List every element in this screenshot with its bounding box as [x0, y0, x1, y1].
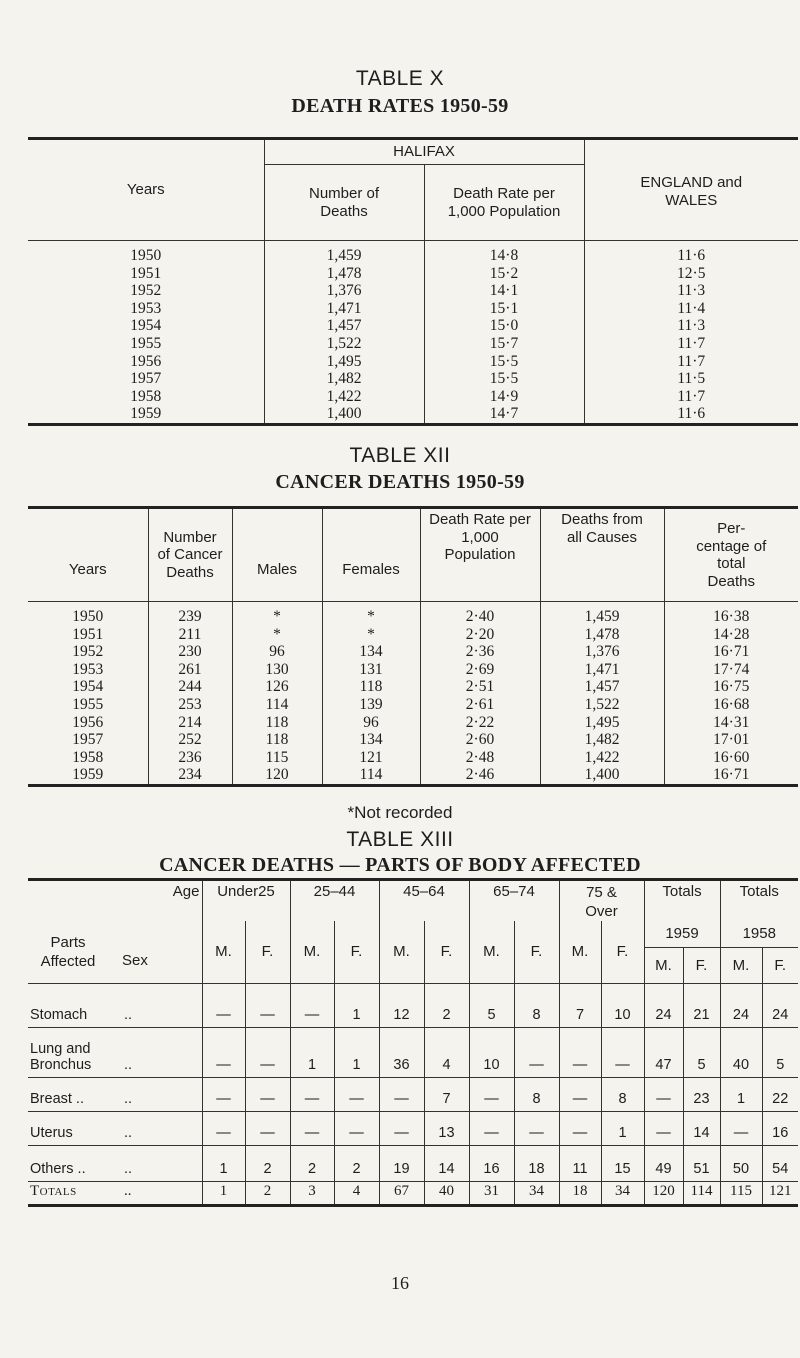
- totals-1958-header: Totals: [720, 880, 798, 922]
- england-rate-cell: 11·3: [677, 317, 706, 335]
- value-cell: —: [334, 1077, 379, 1111]
- males-cell: 96: [232, 643, 322, 661]
- table-row: [28, 265, 798, 283]
- table-row: [28, 317, 798, 335]
- value-cell: 34: [601, 1181, 644, 1205]
- table-row: [28, 241, 798, 265]
- england-rate-cell: 11·7: [677, 334, 706, 352]
- value-cell: —: [202, 983, 245, 1027]
- percentage-cell: 16·68: [664, 696, 798, 714]
- value-cell: —: [514, 1111, 559, 1145]
- years-header: Years: [28, 139, 264, 241]
- table-row: [28, 388, 798, 406]
- year-cell: 1951: [130, 264, 162, 282]
- females-cell: 96: [322, 714, 420, 732]
- value-cell: 18: [559, 1181, 601, 1205]
- value-cell: 50: [720, 1145, 762, 1181]
- table-x-title: DEATH RATES 1950-59: [291, 95, 509, 117]
- cancer-deaths-cell: 253: [148, 696, 232, 714]
- rate-cell: 15·0: [424, 317, 584, 335]
- value-cell: 5: [762, 1027, 798, 1077]
- males-cell: 130: [232, 661, 322, 679]
- value-cell: 115: [720, 1181, 762, 1205]
- value-cell: 1: [202, 1181, 245, 1205]
- all-causes-cell: 1,522: [540, 696, 664, 714]
- deaths-cell: 1,522: [264, 335, 424, 353]
- value-cell: 10: [469, 1027, 514, 1077]
- value-cell: 19: [379, 1145, 424, 1181]
- percentage-cell: 16·60: [664, 749, 798, 767]
- table-row: [28, 749, 798, 767]
- england-rate-cell: 11·3: [677, 282, 706, 300]
- rate-cell: 2·61: [420, 696, 540, 714]
- value-cell: —: [559, 1077, 601, 1111]
- value-cell: —: [334, 1111, 379, 1145]
- value-cell: 121: [762, 1181, 798, 1205]
- row-label-text: Breast ..: [30, 1090, 84, 1107]
- row-leader-dots: ..: [118, 983, 202, 1027]
- value-cell: 22: [762, 1077, 798, 1111]
- row-label-text: Others ..: [30, 1160, 86, 1177]
- deaths-cell: 1,422: [264, 388, 424, 406]
- row-label: [28, 1181, 118, 1205]
- value-cell: —: [290, 1111, 334, 1145]
- table-row: [28, 643, 798, 661]
- death-rates-table: [28, 137, 798, 426]
- cancer-deaths-cell: 214: [148, 714, 232, 732]
- cancer-deaths-cell: 252: [148, 731, 232, 749]
- value-cell: 16: [762, 1111, 798, 1145]
- england-rate-cell: 12·5: [677, 264, 706, 282]
- value-cell: —: [514, 1027, 559, 1077]
- year-cell: 1954: [130, 317, 162, 335]
- table-row: [28, 714, 798, 732]
- table-row: [28, 370, 798, 388]
- value-cell: 1: [334, 983, 379, 1027]
- rate-cell: 15·5: [424, 370, 584, 388]
- table-xii-title: CANCER DEATHS 1950-59: [275, 471, 525, 493]
- value-cell: —: [601, 1027, 644, 1077]
- males-cell: *: [232, 626, 322, 644]
- all-causes-header: [540, 508, 664, 602]
- table-row: [28, 282, 798, 300]
- year-1959-header: 1959: [644, 921, 720, 947]
- all-causes-cell: 1,459: [540, 602, 664, 626]
- deaths-cell: 1,471: [264, 300, 424, 318]
- all-causes-cell: 1,478: [540, 626, 664, 644]
- all-causes-label: Deaths from all Causes: [561, 511, 643, 546]
- value-cell: 3: [290, 1181, 334, 1205]
- england-rate-cell: 11·7: [677, 352, 706, 370]
- percentage-cell: 14·28: [664, 626, 798, 644]
- value-cell: 4: [334, 1181, 379, 1205]
- row-label: [28, 1111, 118, 1145]
- value-cell: 2: [334, 1145, 379, 1181]
- row-label: [28, 983, 118, 1027]
- row-label-line2: Bronchus: [30, 1056, 92, 1073]
- value-cell: 8: [514, 983, 559, 1027]
- g75-over-header: [559, 880, 644, 922]
- rate-cell: 2·69: [420, 661, 540, 679]
- value-cell: 1: [334, 1027, 379, 1077]
- rate-cell: 14·8: [424, 241, 584, 265]
- table-row: [28, 602, 798, 626]
- value-cell: —: [379, 1077, 424, 1111]
- table-xiii-title: CANCER DEATHS — PARTS OF BODY AFFECTED: [159, 854, 641, 876]
- percentage-cell: 16·75: [664, 678, 798, 696]
- value-cell: —: [469, 1111, 514, 1145]
- value-cell: 5: [469, 983, 514, 1027]
- m-75-over: M.: [559, 921, 601, 983]
- table-row: [28, 1181, 798, 1205]
- england-rate-cell: 11·7: [677, 387, 706, 405]
- table-row: [28, 626, 798, 644]
- f-65-74: F.: [514, 921, 559, 983]
- england-rate-cell: 11·6: [677, 247, 706, 264]
- year-cell: 1954: [72, 678, 104, 696]
- value-cell: 40: [720, 1027, 762, 1077]
- value-cell: 2: [290, 1145, 334, 1181]
- value-cell: 12: [379, 983, 424, 1027]
- value-cell: 31: [469, 1181, 514, 1205]
- value-cell: 24: [762, 983, 798, 1027]
- value-cell: —: [379, 1111, 424, 1145]
- percentage-cell: 14·31: [664, 714, 798, 732]
- death-rate-label: Death Rate per 1,000 Population: [429, 511, 531, 563]
- table-xii-caption: TABLE XII: [349, 444, 451, 467]
- cancer-deaths-cell: 230: [148, 643, 232, 661]
- females-cell: 114: [322, 766, 420, 785]
- row-label-text: Stomach: [30, 1006, 88, 1023]
- table-row: [28, 696, 798, 714]
- f-45-64: F.: [424, 921, 469, 983]
- value-cell: 14: [683, 1111, 720, 1145]
- value-cell: —: [290, 1077, 334, 1111]
- england-wales-header: [584, 139, 798, 241]
- value-cell: 51: [683, 1145, 720, 1181]
- year-cell: 1952: [130, 282, 162, 300]
- deaths-cell: 1,457: [264, 317, 424, 335]
- cancer-deaths-cell: 244: [148, 678, 232, 696]
- females-cell: *: [322, 626, 420, 644]
- all-causes-cell: 1,422: [540, 749, 664, 767]
- table-row: [28, 300, 798, 318]
- value-cell: 21: [683, 983, 720, 1027]
- m-45-64: M.: [379, 921, 424, 983]
- m-1958: M.: [720, 947, 762, 983]
- females-cell: 134: [322, 643, 420, 661]
- deaths-cell: 1,478: [264, 265, 424, 283]
- parts-affected-label: Parts Affected: [40, 933, 96, 970]
- percentage-label: Per- centage of total Deaths: [696, 520, 767, 590]
- year-cell: 1955: [72, 695, 104, 713]
- england-wales-label: ENGLAND and WALES: [640, 174, 743, 209]
- corner-blank: [28, 880, 118, 922]
- number-of-deaths-label: Number of Deaths: [308, 184, 380, 220]
- value-cell: 7: [424, 1077, 469, 1111]
- row-leader-dots: ..: [118, 1181, 202, 1205]
- males-cell: 118: [232, 731, 322, 749]
- row-leader-dots: ..: [118, 1027, 202, 1077]
- death-rate-header: [424, 165, 584, 241]
- parts-affected-table: [28, 878, 798, 1207]
- all-causes-cell: 1,482: [540, 731, 664, 749]
- under25-header: Under25: [202, 880, 290, 922]
- value-cell: 10: [601, 983, 644, 1027]
- deaths-cell: 1,376: [264, 282, 424, 300]
- table-row: [28, 1145, 798, 1181]
- year-cell: 1953: [130, 299, 162, 317]
- deaths-cell: 1,495: [264, 353, 424, 371]
- value-cell: 67: [379, 1181, 424, 1205]
- g25-44-header: 25–44: [290, 880, 379, 922]
- year-cell: 1958: [72, 748, 104, 766]
- males-cell: 118: [232, 714, 322, 732]
- year-1958-header: 1958: [720, 921, 798, 947]
- value-cell: 2: [245, 1181, 290, 1205]
- value-cell: 2: [424, 983, 469, 1027]
- all-causes-cell: 1,457: [540, 678, 664, 696]
- value-cell: 1: [720, 1077, 762, 1111]
- females-cell: 131: [322, 661, 420, 679]
- row-label-line1: Lung and: [30, 1040, 91, 1057]
- table-row: [28, 661, 798, 679]
- value-cell: 24: [644, 983, 683, 1027]
- value-cell: 8: [514, 1077, 559, 1111]
- cancer-deaths-label: Number of Cancer Deaths: [157, 528, 223, 581]
- number-of-deaths-header: [264, 165, 424, 241]
- value-cell: —: [559, 1111, 601, 1145]
- value-cell: —: [202, 1077, 245, 1111]
- rate-cell: 15·5: [424, 353, 584, 371]
- rate-cell: 14·9: [424, 388, 584, 406]
- value-cell: 120: [644, 1181, 683, 1205]
- value-cell: —: [644, 1077, 683, 1111]
- year-cell: 1953: [72, 660, 104, 678]
- england-rate-cell: 11·6: [677, 405, 706, 423]
- females-cell: 134: [322, 731, 420, 749]
- table-row: [28, 678, 798, 696]
- not-recorded-note: *Not recorded: [347, 803, 453, 822]
- table-xiii-caption: TABLE XIII: [346, 828, 454, 851]
- value-cell: —: [245, 1077, 290, 1111]
- percentage-cell: 17·74: [664, 661, 798, 679]
- value-cell: 24: [720, 983, 762, 1027]
- row-label-text: Uterus: [30, 1124, 73, 1141]
- rate-cell: 15·7: [424, 335, 584, 353]
- deaths-cell: 1,482: [264, 370, 424, 388]
- rate-cell: 14·1: [424, 282, 584, 300]
- cancer-deaths-table: [28, 506, 798, 787]
- rate-cell: 2·46: [420, 766, 540, 785]
- m-1959: M.: [644, 947, 683, 983]
- value-cell: 36: [379, 1027, 424, 1077]
- value-cell: 49: [644, 1145, 683, 1181]
- deaths-cell: 1,459: [264, 241, 424, 265]
- table-row: [28, 335, 798, 353]
- cancer-deaths-cell: 234: [148, 766, 232, 785]
- f-25-44: F.: [334, 921, 379, 983]
- rate-cell: 2·60: [420, 731, 540, 749]
- year-cell: 1958: [130, 387, 162, 405]
- row-leader-dots: ..: [118, 1145, 202, 1181]
- table-row: [28, 405, 798, 424]
- rate-cell: 2·40: [420, 602, 540, 626]
- year-cell: 1959: [72, 766, 104, 784]
- year-cell: 1952: [72, 643, 104, 661]
- value-cell: —: [245, 1027, 290, 1077]
- value-cell: —: [559, 1027, 601, 1077]
- females-cell: 121: [322, 749, 420, 767]
- cancer-deaths-cell: 236: [148, 749, 232, 767]
- all-causes-cell: 1,400: [540, 766, 664, 785]
- table-row: [28, 1111, 798, 1145]
- males-cell: 115: [232, 749, 322, 767]
- males-cell: 120: [232, 766, 322, 785]
- rate-cell: 15·1: [424, 300, 584, 318]
- rate-cell: 2·22: [420, 714, 540, 732]
- value-cell: 7: [559, 983, 601, 1027]
- all-causes-cell: 1,376: [540, 643, 664, 661]
- rate-cell: 2·48: [420, 749, 540, 767]
- death-rate-header: [420, 508, 540, 602]
- year-cell: 1959: [130, 405, 162, 423]
- females-cell: *: [322, 602, 420, 626]
- all-causes-cell: 1,495: [540, 714, 664, 732]
- percentage-cell: 16·38: [664, 602, 798, 626]
- year-cell: 1955: [130, 334, 162, 352]
- f-1958: F.: [762, 947, 798, 983]
- year-cell: 1957: [130, 370, 162, 388]
- f-75-over: F.: [601, 921, 644, 983]
- m-under25: M.: [202, 921, 245, 983]
- parts-affected-header: [28, 921, 118, 983]
- row-label: [28, 1077, 118, 1111]
- g45-64-header: 45–64: [379, 880, 469, 922]
- table-x-caption: TABLE X: [355, 67, 445, 90]
- row-leader-dots: ..: [118, 1111, 202, 1145]
- year-cell: 1957: [72, 731, 104, 749]
- g75-over-label: 75 & Over: [585, 884, 618, 920]
- females-cell: 118: [322, 678, 420, 696]
- females-header: Females: [322, 508, 420, 602]
- percentage-cell: 17·01: [664, 731, 798, 749]
- cancer-deaths-cell: 261: [148, 661, 232, 679]
- halifax-header: HALIFAX: [264, 139, 584, 165]
- table-row: [28, 983, 798, 1027]
- totals-1959-header: Totals: [644, 880, 720, 922]
- males-cell: 114: [232, 696, 322, 714]
- percentage-cell: 16·71: [664, 643, 798, 661]
- years-header: Years: [28, 508, 148, 602]
- england-rate-cell: 11·4: [677, 299, 706, 317]
- value-cell: 34: [514, 1181, 559, 1205]
- value-cell: 2: [245, 1145, 290, 1181]
- m-65-74: M.: [469, 921, 514, 983]
- row-label: [28, 1145, 118, 1181]
- value-cell: 4: [424, 1027, 469, 1077]
- rate-cell: 2·20: [420, 626, 540, 644]
- value-cell: 15: [601, 1145, 644, 1181]
- cancer-deaths-cell: 211: [148, 626, 232, 644]
- all-causes-cell: 1,471: [540, 661, 664, 679]
- sex-header: Sex: [122, 952, 148, 970]
- england-rate-cell: 11·5: [677, 370, 706, 388]
- year-cell: 1950: [72, 608, 104, 625]
- f-under25: F.: [245, 921, 290, 983]
- rate-cell: 14·7: [424, 405, 584, 424]
- row-label-text: Totals: [30, 1182, 77, 1199]
- death-rate-label: Death Rate per 1,000 Population: [447, 184, 561, 220]
- value-cell: —: [202, 1027, 245, 1077]
- males-cell: 126: [232, 678, 322, 696]
- table-row: [28, 353, 798, 371]
- rate-cell: 15·2: [424, 265, 584, 283]
- value-cell: —: [202, 1111, 245, 1145]
- row-leader-dots: ..: [118, 1077, 202, 1111]
- value-cell: 40: [424, 1181, 469, 1205]
- value-cell: 5: [683, 1027, 720, 1077]
- value-cell: 1: [202, 1145, 245, 1181]
- row-label: [28, 1027, 118, 1077]
- year-cell: 1950: [130, 247, 162, 264]
- f-1959: F.: [683, 947, 720, 983]
- value-cell: 16: [469, 1145, 514, 1181]
- males-cell: *: [232, 602, 322, 626]
- value-cell: 13: [424, 1111, 469, 1145]
- year-cell: 1956: [130, 352, 162, 370]
- percentage-cell: 16·71: [664, 766, 798, 785]
- value-cell: 47: [644, 1027, 683, 1077]
- value-cell: 18: [514, 1145, 559, 1181]
- value-cell: 114: [683, 1181, 720, 1205]
- males-header: Males: [232, 508, 322, 602]
- value-cell: —: [245, 1111, 290, 1145]
- value-cell: 14: [424, 1145, 469, 1181]
- table-row: [28, 731, 798, 749]
- table-row: [28, 766, 798, 785]
- percentage-header: [664, 508, 798, 602]
- value-cell: —: [644, 1111, 683, 1145]
- year-cell: 1951: [72, 625, 104, 643]
- value-cell: 8: [601, 1077, 644, 1111]
- rate-cell: 2·51: [420, 678, 540, 696]
- females-cell: 139: [322, 696, 420, 714]
- value-cell: 11: [559, 1145, 601, 1181]
- table-row: [28, 1027, 798, 1077]
- value-cell: —: [469, 1077, 514, 1111]
- value-cell: —: [720, 1111, 762, 1145]
- m-25-44: M.: [290, 921, 334, 983]
- value-cell: 1: [290, 1027, 334, 1077]
- cancer-deaths-cell: 239: [148, 602, 232, 626]
- value-cell: —: [245, 983, 290, 1027]
- value-cell: 1: [601, 1111, 644, 1145]
- page-number: 16: [391, 1273, 409, 1293]
- rate-cell: 2·36: [420, 643, 540, 661]
- value-cell: 54: [762, 1145, 798, 1181]
- value-cell: —: [290, 983, 334, 1027]
- g65-74-header: 65–74: [469, 880, 559, 922]
- cancer-deaths-header: [148, 508, 232, 602]
- deaths-cell: 1,400: [264, 405, 424, 424]
- value-cell: 23: [683, 1077, 720, 1111]
- age-header: Age: [172, 883, 200, 900]
- table-row: [28, 1077, 798, 1111]
- year-cell: 1956: [72, 713, 104, 731]
